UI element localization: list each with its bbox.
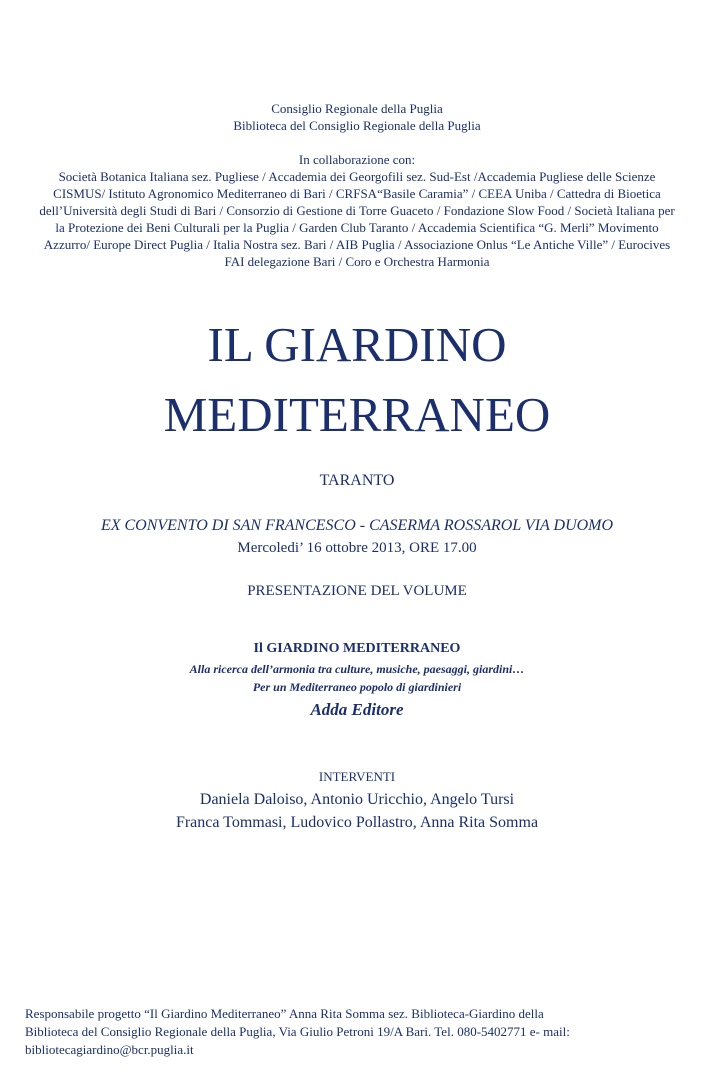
partner-line: CISMUS/ Istituto Agronomico Mediterraneo di Bari / CRFSA“Basile Caramia” / CEEA Uniba / Cattedra di Bioetica [53,186,661,201]
partner-line: dell’Università degli Studi di Bari / Consorzio di Gestione di Torre Guaceto / Fondazione Slow Food / Società Italiana per [39,203,675,218]
speakers-line: Daniela Daloiso, Antonio Uricchio, Angelo Tursi [199,791,515,808]
main-title-line-2: MEDITERRANEO [163,387,551,442]
interventions-heading: INTERVENTI [318,769,396,784]
footer-contact [25,1005,695,1059]
speakers-line: Franca Tommasi, Ludovico Pollastro, Anna Rita Somma [175,814,539,831]
collaboration-heading: In collaborazione con: [298,152,416,167]
event-date: Mercoledi’ 16 ottobre 2013, ORE 17.00 [237,540,477,556]
book-subtitle: Alla ricerca dell’armonia tra culture, musiche, paesaggi, giardini… [189,662,525,676]
footer-email[interactable]: bibliotecagiardino@bcr.puglia.it [25,1042,194,1057]
partner-list [0,168,714,270]
partner-line: la Protezione dei Beni Culturali per la Puglia / Garden Club Taranto / Accademia Scientifica “G. Merli” Movimento [55,220,659,235]
book-publisher: Adda Editore [310,700,404,719]
presentation-heading: PRESENTAZIONE DEL VOLUME [247,583,467,599]
footer-line: Biblioteca del Consiglio Regionale della Puglia, Via Giulio Petroni 19/A Bari. Tel. 080-5402771 e- mail: [25,1024,570,1039]
event-venue: EX CONVENTO DI SAN FRANCESCO - CASERMA ROSSAROL VIA DUOMO [100,517,614,534]
event-city: TARANTO [319,472,395,489]
partner-line: Società Botanica Italiana sez. Pugliese / Accademia dei Georgofili sez. Sud-Est /Accademia Pugliese delle Scienze [58,169,656,184]
footer-line: Responsabile progetto “Il Giardino Mediterraneo” Anna Rita Somma sez. Biblioteca-Giardino della [25,1006,544,1021]
organizer-library: Biblioteca del Consiglio Regionale della Puglia [233,118,481,133]
partner-line: Azzurro/ Europe Direct Puglia / Italia Nostra sez. Bari / AIB Puglia / Associazione Onlus “Le Antiche Ville” / Eurocives [43,237,671,252]
partner-line: FAI delegazione Bari / Coro e Orchestra Harmonia [224,254,490,269]
main-title-line-1: IL GIARDINO [207,317,507,372]
book-title: Il GIARDINO MEDITERRANEO [253,641,461,656]
book-subtitle: Per un Mediterraneo popolo di giardinieri [252,680,462,694]
organizer-name: Consiglio Regionale della Puglia [271,101,443,116]
